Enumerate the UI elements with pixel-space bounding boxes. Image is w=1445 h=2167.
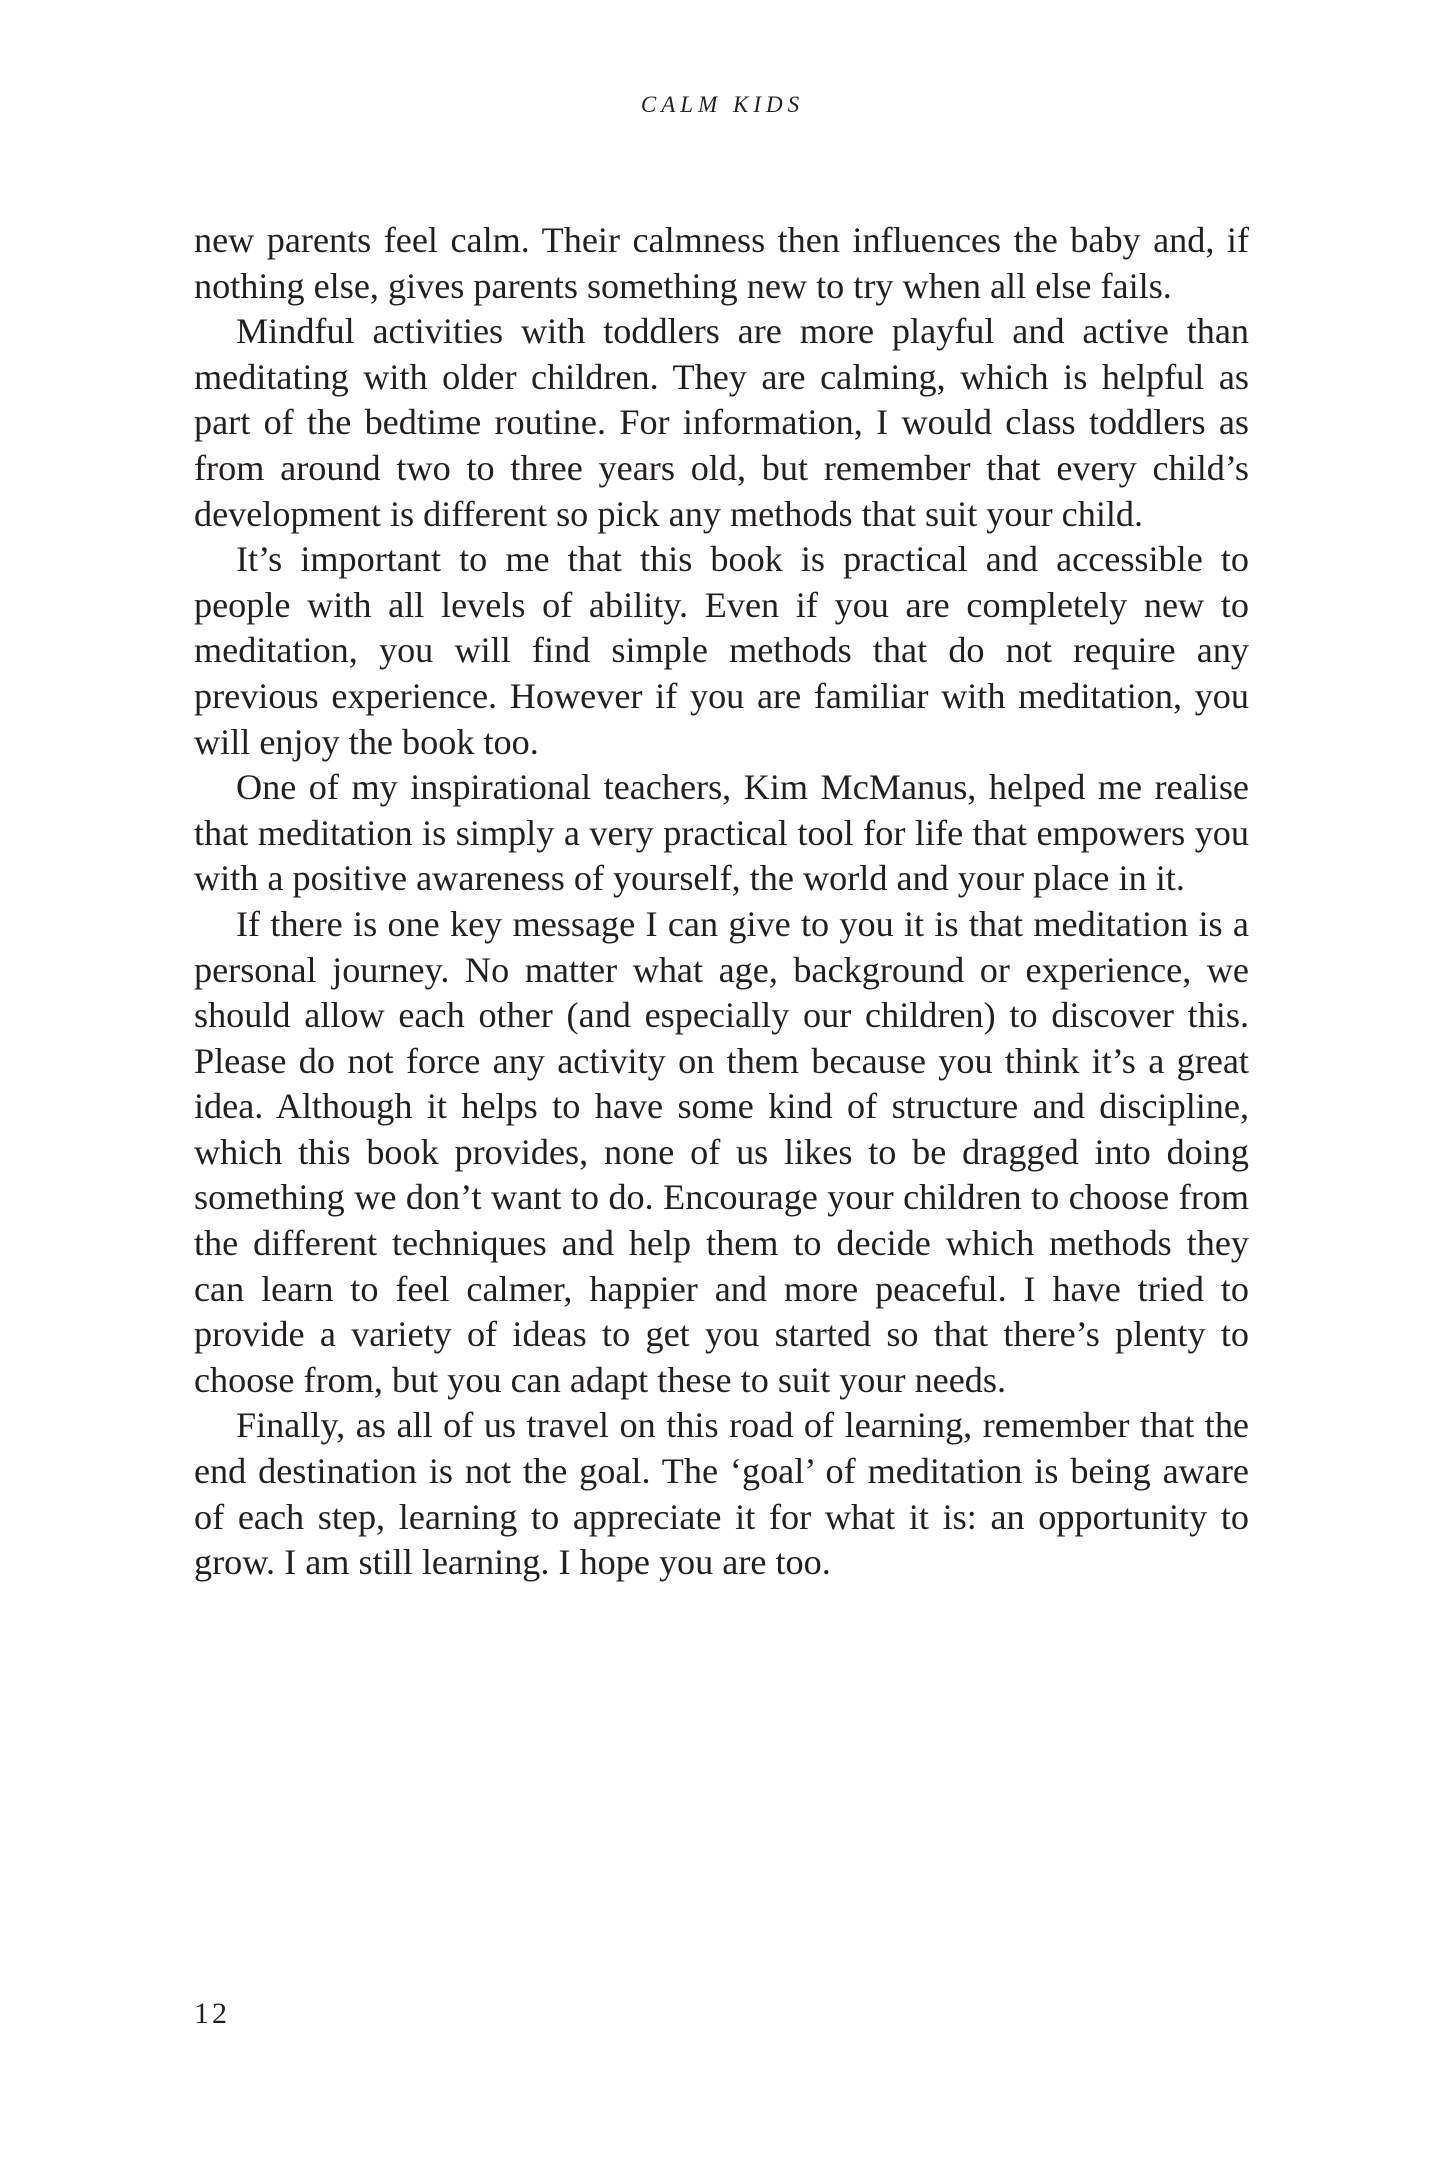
running-header: CALM KIDS [640,92,805,117]
paragraph: Finally, as all of us travel on this road of learning, remember that the end destination is not the goal. The ‘goal’ of meditation is being aware of each step, learning to appreciate it for what it is: an opportunity to grow. I am still learning. I hope you are too. [194,1405,1249,1583]
paragraph: If there is one key message I can give to you it is that meditation is a personal journey. No matter what age, background or experience, we should allow each other (and especially our children) to discover this. Please do not force any activity on them because you think it’s a great idea. Although it helps to have some kind of structure and discipline, which this book provides, none of us likes to be dragged into doing something we don’t want to do. Encourage your children to choose from the different techniques and help them to decide which methods they can learn to feel calmer, happier and more peaceful. I have tried to provide a variety of ideas to get you started so that there’s plenty to choose from, but you can adapt these to suit your needs. [194,903,1249,1400]
body-text [194,218,1249,1586]
paragraph: It’s important to me that this book is practical and accessible to people with all levels of ability. Even if you are completely new to meditation, you will find simple methods that do not require any previous experience. However if you are familiar with meditation, you will enjoy the book too. [194,539,1249,762]
paragraph: Mindful activities with toddlers are more playful and active than meditating with older children. They are calming, which is helpful as part of the bedtime routine. For information, I would class toddlers as from around two to three years old, but remember that every child’s development is different so pick any methods that suit your child. [194,311,1249,534]
paragraph: One of my inspirational teachers, Kim McManus, helped me realise that meditation is simply a very practical tool for life that empowers you with a positive awareness of yourself, the world and your place in it. [194,767,1249,899]
paragraph: new parents feel calm. Their calmness then influences the baby and, if nothing else, gives parents something new to try when all else fails. [194,220,1249,306]
page-number: 12 [194,1997,230,2030]
